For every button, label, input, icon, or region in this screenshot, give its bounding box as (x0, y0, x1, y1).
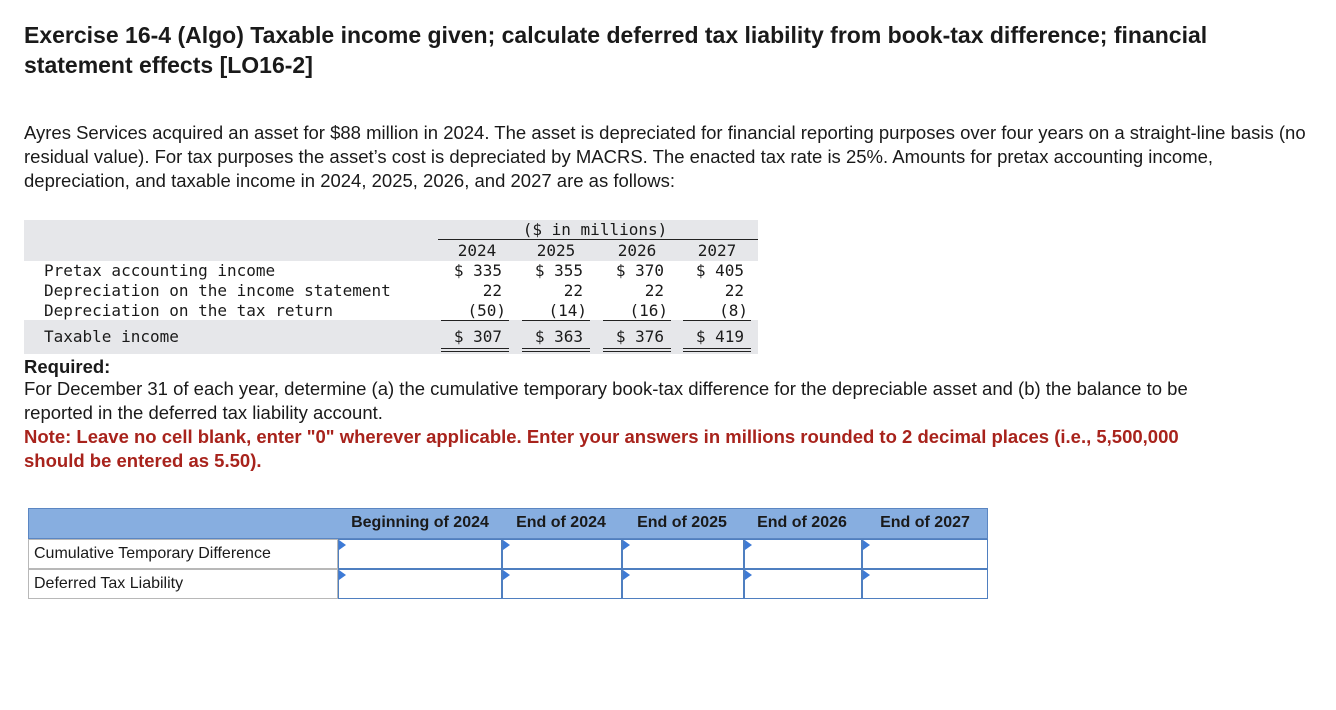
year-header: 2026 (617, 241, 657, 260)
year-header: 2027 (697, 241, 737, 260)
cell-marker-icon (339, 540, 346, 550)
table-cell: 22 (563, 281, 583, 300)
answer-table (28, 508, 988, 600)
table-cell: $ 419 (695, 327, 744, 346)
table-cell: $ 363 (534, 327, 583, 346)
answer-note: Note: Leave no cell blank, enter "0" wherever applicable. Enter your answers in millions rounded to 2 decimal places (i.e., 5,500,000 should be entered as 5.50). (24, 426, 1179, 471)
table-cell: $ 355 (534, 261, 583, 280)
cell-marker-icon (623, 570, 630, 580)
cumulative-difference-end-2025-input[interactable] (622, 539, 744, 569)
year-header: 2024 (457, 241, 497, 260)
double-rule (603, 351, 671, 352)
data-table (24, 220, 758, 354)
col-header-end-2026: End of 2026 (757, 514, 847, 531)
cumulative-difference-end-2027-input[interactable] (862, 539, 988, 569)
double-rule (683, 351, 751, 352)
row-label: Depreciation on the tax return (44, 301, 333, 320)
col-header-end-2024: End of 2024 (516, 514, 606, 531)
double-rule (522, 351, 590, 352)
double-rule (441, 351, 509, 352)
table-cell: $ 376 (615, 327, 664, 346)
deferred-tax-end-2027-input[interactable] (862, 569, 988, 599)
sum-rule (441, 320, 509, 321)
double-rule (683, 348, 751, 349)
table-cell: (14) (548, 301, 587, 320)
row-label: Taxable income (44, 327, 179, 346)
sum-rule (683, 320, 751, 321)
table-cell: (8) (719, 301, 748, 320)
problem-intro: Ayres Services acquired an asset for $88 million in 2024. The asset is depreciated for financial reporting purposes over four years on a straight-line basis (no residual value). For tax purposes the asset’s cost is depreciated by MACRS. The enacted tax rate is 25%. Amounts for pretax accounting income, depreciation, and taxable income in 2024, 2025, 2026, and 2027 are as follows: (24, 122, 1306, 191)
cumulative-difference-beginning-2024-input[interactable] (338, 539, 502, 569)
table-cell: $ 405 (695, 261, 744, 280)
table-cell: $ 307 (453, 327, 502, 346)
table-caption: ($ in millions) (522, 220, 668, 239)
required-text: For December 31 of each year, determine (a) the cumulative temporary book-tax difference for the depreciable asset and (b) the balance to be reported in the deferred tax liability account. (24, 378, 1188, 423)
deferred-tax-beginning-2024-input[interactable] (338, 569, 502, 599)
deferred-tax-end-2024-input[interactable] (502, 569, 622, 599)
col-header-end-2025: End of 2025 (637, 514, 727, 531)
cumulative-difference-end-2024-input[interactable] (502, 539, 622, 569)
cell-marker-icon (503, 540, 510, 550)
cell-marker-icon (863, 540, 870, 550)
sum-rule (522, 320, 590, 321)
row-label-deferred-tax-liability: Deferred Tax Liability (28, 569, 338, 599)
table-cell: (16) (629, 301, 668, 320)
caption-rule (438, 239, 758, 240)
sum-rule (603, 320, 671, 321)
table-cell: 22 (644, 281, 664, 300)
deferred-tax-end-2025-input[interactable] (622, 569, 744, 599)
cell-marker-icon (339, 570, 346, 580)
table-cell: 22 (482, 281, 502, 300)
table-cell: (50) (467, 301, 506, 320)
cell-marker-icon (623, 540, 630, 550)
cell-marker-icon (863, 570, 870, 580)
table-cell: 22 (724, 281, 744, 300)
col-header-end-2027: End of 2027 (880, 514, 970, 531)
col-header-beginning-2024: Beginning of 2024 (351, 514, 489, 531)
cumulative-difference-end-2026-input[interactable] (744, 539, 862, 569)
deferred-tax-end-2026-input[interactable] (744, 569, 862, 599)
double-rule (441, 348, 509, 349)
cell-marker-icon (745, 570, 752, 580)
exercise-title: Exercise 16-4 (Algo) Taxable income given; calculate deferred tax liability from book-tax difference; financial statement effects [LO16-2] (24, 22, 1208, 78)
row-label-cumulative-difference: Cumulative Temporary Difference (28, 539, 338, 569)
required-heading: Required: (24, 356, 111, 377)
table-cell: $ 370 (615, 261, 664, 280)
double-rule (603, 348, 671, 349)
table-cell: $ 335 (453, 261, 502, 280)
cell-marker-icon (503, 570, 510, 580)
row-label: Pretax accounting income (44, 261, 276, 280)
year-header: 2025 (536, 241, 576, 260)
double-rule (522, 348, 590, 349)
cell-marker-icon (745, 540, 752, 550)
row-label: Depreciation on the income statement (44, 281, 391, 300)
